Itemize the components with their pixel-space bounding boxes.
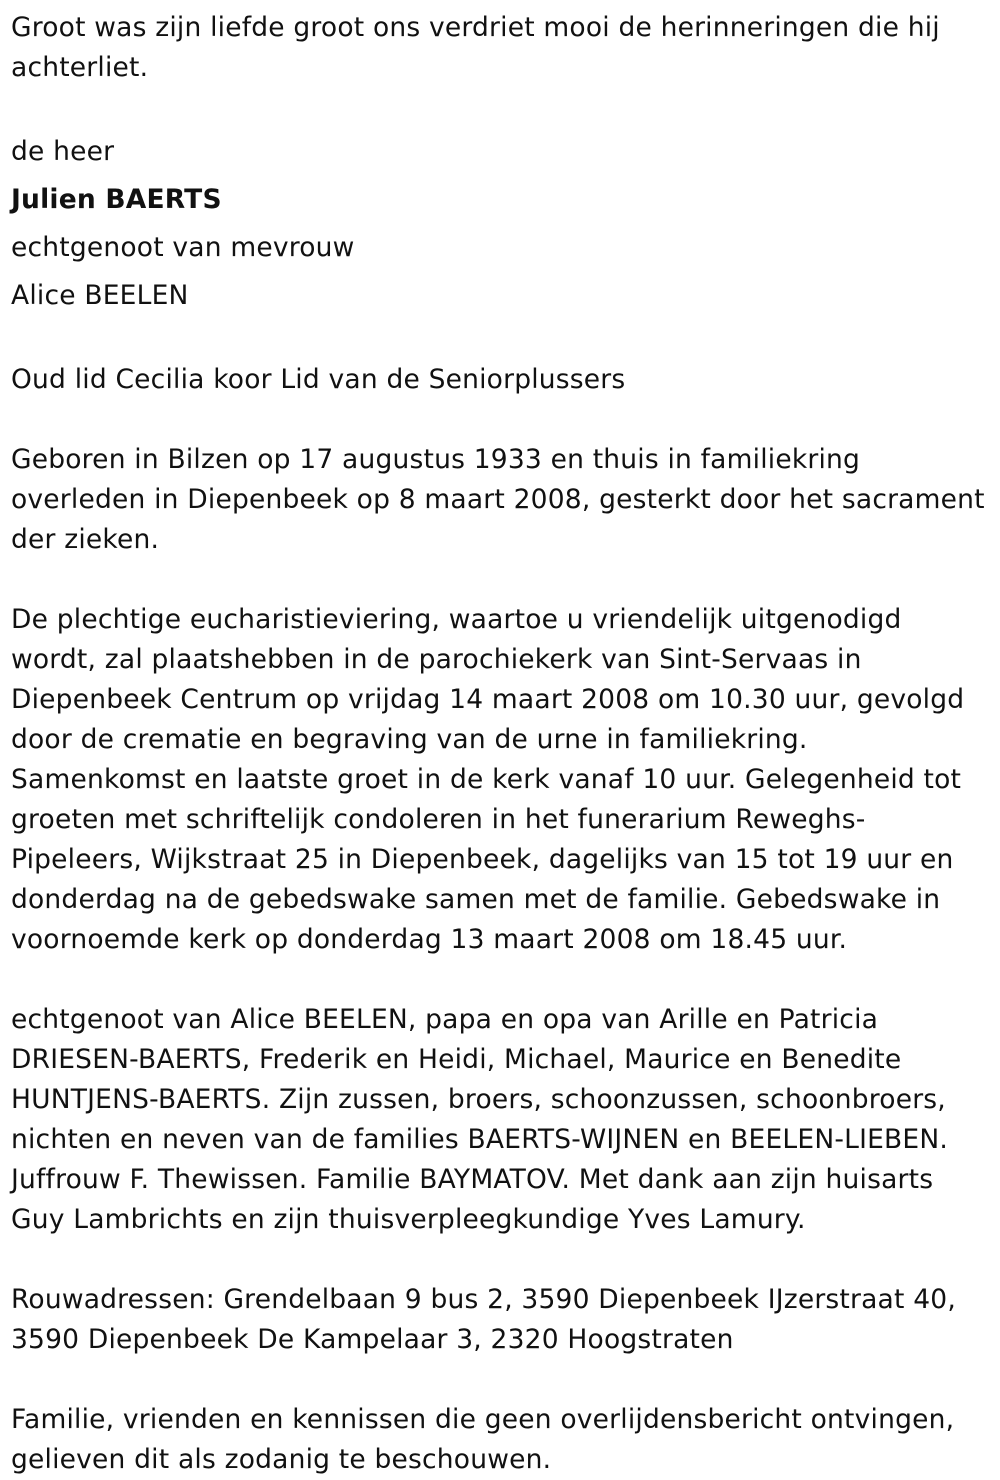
spouse-label: echtgenoot van mevrouw: [11, 232, 355, 263]
spacer: [11, 400, 990, 440]
addresses-paragraph: Rouwadressen: Grendelbaan 9 bus 2, 3590 Diepenbeek IJzerstraat 40, 3590 Diepenbeek De Kampelaar 3, 2320 Hoogstraten: [11, 1284, 956, 1355]
memberships-text: Oud lid Cecilia koor Lid van de Seniorplussers: [11, 364, 626, 395]
birth-death-paragraph: Geboren in Bilzen op 17 augustus 1933 en thuis in familiekring overleden in Diepenbeek op 8 maart 2008, gesterkt door het sacrament der zieken.: [11, 444, 985, 555]
title-line: de heer: [11, 136, 115, 167]
spacer: [11, 88, 990, 128]
closing-paragraph: Familie, vrienden en kennissen die geen overlijdensbericht ontvingen, gelieven dit als zodanig te beschouwen.: [11, 1404, 955, 1475]
spacer: [11, 560, 990, 600]
spacer: [11, 1360, 990, 1400]
opening-quote: Groot was zijn liefde groot ons verdriet mooi de herinneringen die hij achterliet.: [11, 12, 940, 83]
family-paragraph: echtgenoot van Alice BEELEN, papa en opa van Arille en Patricia DRIESEN-BAERTS, Frederik en Heidi, Michael, Maurice en Benedite HUNTJENS-BAERTS. Zijn zussen, broers, schoonzussen, schoonbroers, nichten en neven van de families BAERTS-WIJNEN en BEELEN-LIEBEN. Juffrouw F. Thewissen. Familie BAYMATOV. Met dank aan zijn huisarts Guy Lambrichts en zijn thuisverpleegkundige Yves Lamury.: [11, 1004, 949, 1235]
ceremony-paragraph: De plechtige eucharistieviering, waartoe u vriendelijk uitgenodigd wordt, zal plaatshebben in de parochiekerk van Sint-Servaas in Diepenbeek Centrum op vrijdag 14 maart 2008 om 10.30 uur, gevolgd door de crematie en begraving van de urne in familiekring. Samenkomst en laatste groet in de kerk vanaf 10 uur. Gelegenheid tot groeten met schriftelijk condoleren in het funerarium Reweghs-Pipeleers, Wijkstraat 25 in Diepenbeek, dagelijks van 15 tot 19 uur en donderdag na de gebedswake samen met de familie. Gebedswake in voornoemde kerk op donderdag 13 maart 2008 om 18.45 uur.: [11, 604, 965, 955]
spacer: [11, 960, 990, 1000]
deceased-name: Julien BAERTS: [11, 184, 222, 215]
spacer: [11, 1240, 990, 1280]
spacer: [11, 320, 990, 360]
spouse-name: Alice BEELEN: [11, 280, 189, 311]
